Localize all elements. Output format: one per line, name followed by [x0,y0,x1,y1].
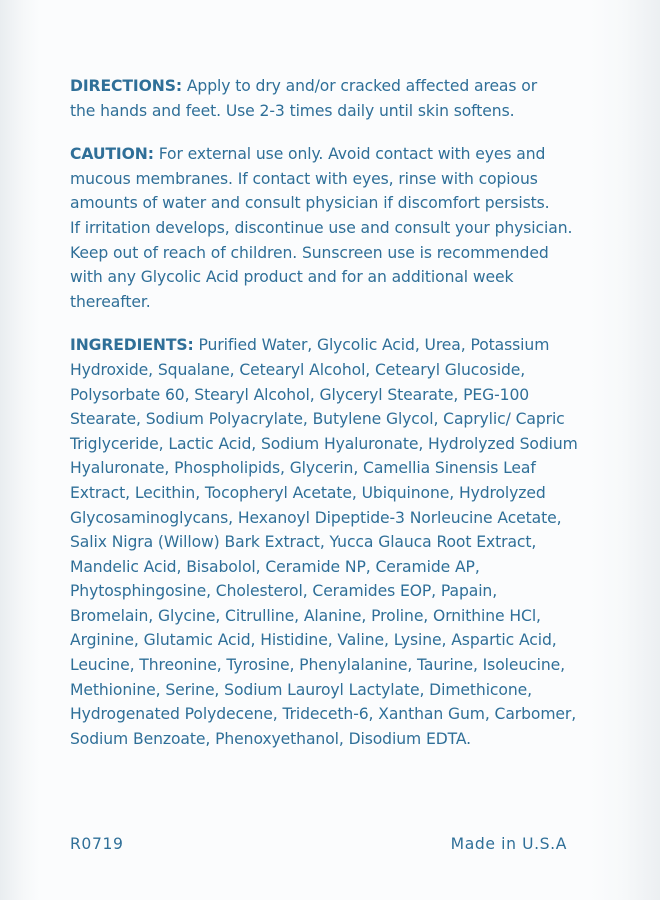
ingredients-line-17: Sodium Benzoate, Phenoxyethanol, Disodium EDTA. [70,729,471,748]
caution-line-6: with any Glycolic Acid product and for an additional week [70,268,514,287]
label-text [70,74,660,770]
ingredients-line-10: Mandelic Acid, Bisabolol, Ceramide NP, Ceramide AP, [70,557,480,576]
ingredients-line-12: Bromelain, Glycine, Citrulline, Alanine, Proline, Ornithine HCl, [70,606,541,625]
caution-line-3: amounts of water and consult physician if discomfort persists. [70,194,550,213]
ingredients-line-11: Phytosphingosine, Cholesterol, Ceramides EOP, Papain, [70,582,498,601]
ingredients-heading: INGREDIENTS: [70,336,194,355]
ingredients-line-2: Hydroxide, Squalane, Cetearyl Alcohol, Cetearyl Glucoside, [70,360,526,379]
directions-heading: DIRECTIONS: [70,77,182,95]
ingredients-line-9: Salix Nigra (Willow) Bark Extract, Yucca Glauca Root Extract, [70,533,537,552]
ingredients-line-4: Stearate, Sodium Polyacrylate, Butylene Glycol, Caprylic/ Capric [70,410,565,429]
ingredients-line-15: Methionine, Serine, Sodium Lauroyl Lactylate, Dimethicone, [70,680,532,699]
caution-heading: CAUTION: [70,145,154,164]
ingredients-text: Purified Water, Glycolic Acid, Urea, Potassium [193,336,550,355]
ingredients-line-16: Hydrogenated Polydecene, Trideceth-6, Xanthan Gum, Carbomer, [70,705,577,724]
caution-text: For external use only. Avoid contact with eyes and [153,145,546,164]
ingredients-line-6: Hyaluronate, Phospholipids, Glycerin, Camellia Sinensis Leaf [70,459,536,478]
caution-section [70,142,660,314]
caution-line-5: Keep out of reach of children. Sunscreen use is recommended [70,243,549,262]
ingredients-line-3: Polysorbate 60, Stearyl Alcohol, Glyceryl Stearate, PEG-100 [70,385,530,404]
caution-line-7: thereafter. [70,292,151,311]
country-of-origin: Made in U.S.A [450,835,567,853]
ingredients-section [70,333,660,751]
label-footer [70,831,567,857]
ingredients-line-14: Leucine, Threonine, Tyrosine, Phenylalanine, Taurine, Isoleucine, [70,656,565,675]
ingredients-line-7: Extract, Lecithin, Tocopheryl Acetate, Ubiquinone, Hydrolyzed [70,483,546,502]
ingredients-line-1 [70,333,660,358]
ingredients-line-8: Glycosaminoglycans, Hexanoyl Dipeptide-3 Norleucine Acetate, [70,508,562,527]
directions-line-1 [70,74,660,99]
ingredients-line-13: Arginine, Glutamic Acid, Histidine, Valine, Lysine, Aspartic Acid, [70,631,557,650]
directions-line-2: the hands and feet. Use 2-3 times daily until skin softens. [70,101,515,120]
ingredients-line-5: Triglyceride, Lactic Acid, Sodium Hyaluronate, Hydrolyzed Sodium [70,434,578,453]
lot-code: R0719 [70,835,124,853]
caution-line-4: If irritation develops, discontinue use and consult your physician. [70,218,573,237]
bottle-edge-shading-left [0,0,40,900]
caution-line-1 [70,142,660,167]
caution-line-2: mucous membranes. If contact with eyes, rinse with copious [70,169,538,188]
directions-section [70,74,660,123]
directions-text: Apply to dry and/or cracked affected areas or [181,77,538,95]
